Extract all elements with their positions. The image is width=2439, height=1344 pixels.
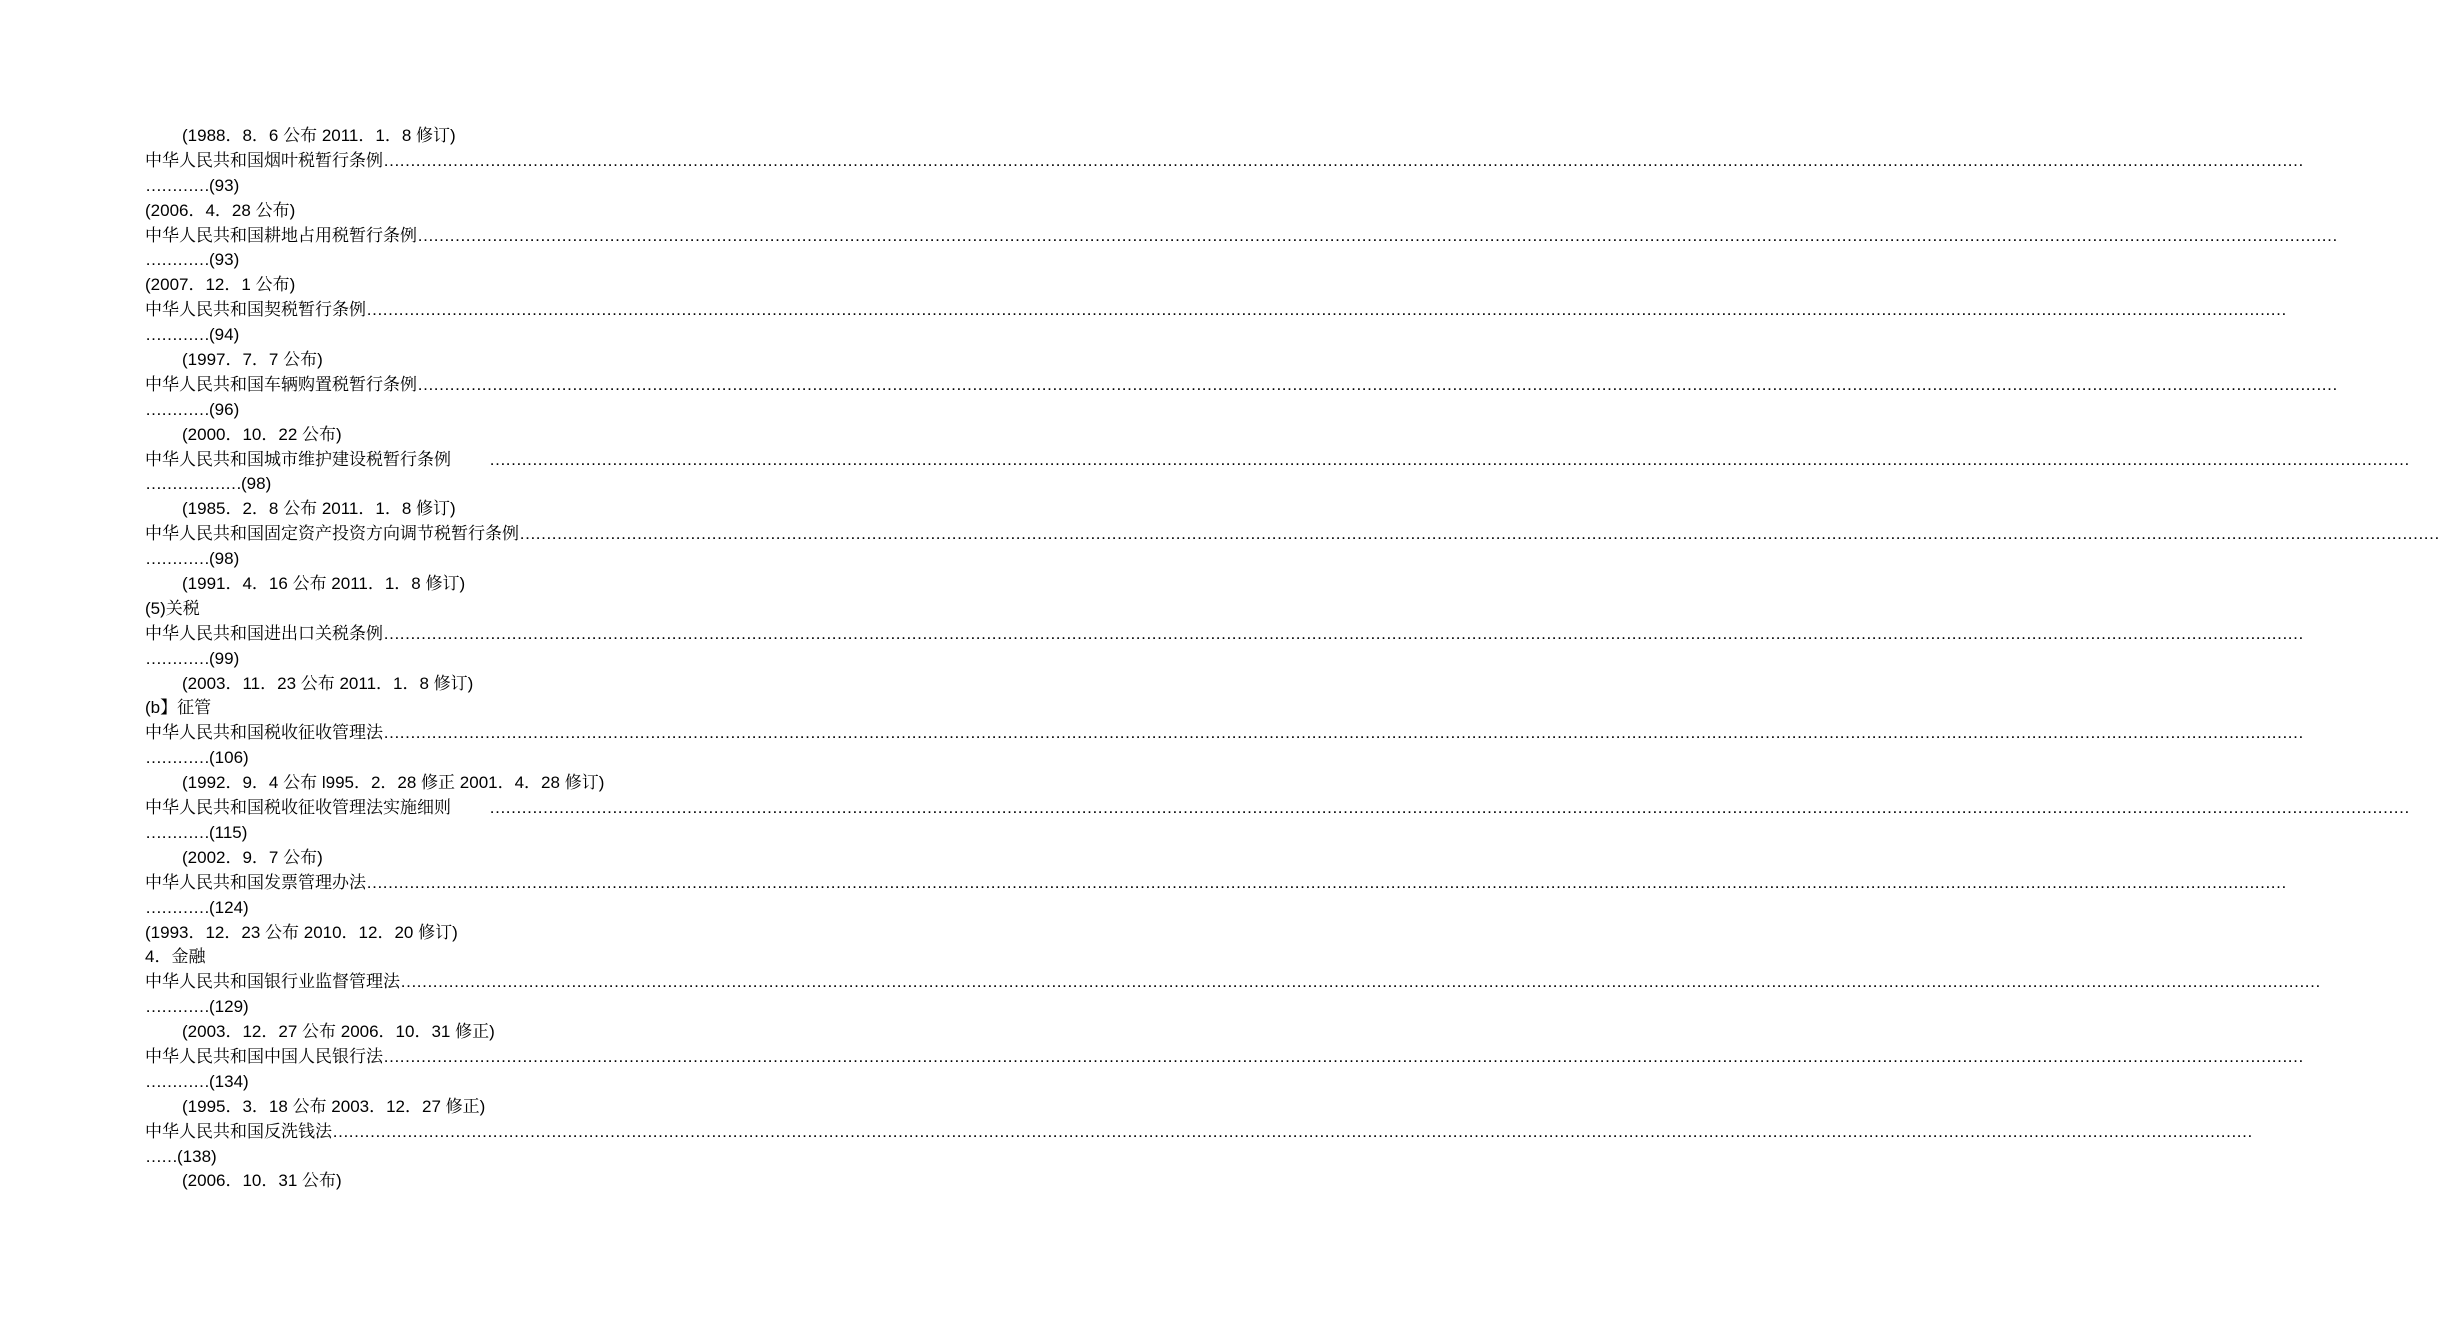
toc-entry-page bbox=[145, 174, 800, 199]
page-number: (138) bbox=[177, 1146, 217, 1166]
entry-title: 中华人民共和国税收征收管理法实施细则 bbox=[145, 798, 451, 818]
entry-title: 中华人民共和国契税暂行条例 bbox=[145, 300, 366, 320]
date-note: (2006．10．31 公布) bbox=[182, 1171, 342, 1191]
toc-entry-page bbox=[145, 1070, 800, 1095]
toc-entry-title bbox=[145, 373, 2337, 398]
date-note: (1993．12．23 公布 2010．12．20 修订) bbox=[145, 922, 458, 942]
date-note: (1988．8．6 公布 2011．1．8 修订) bbox=[182, 126, 456, 145]
entry-title: 中华人民共和国发票管理办法 bbox=[145, 872, 366, 892]
entry-title: 中华人民共和国中国人民银行法 bbox=[145, 1046, 383, 1066]
date-note: (2007．12．1 公布) bbox=[145, 275, 296, 295]
dot-leader: ……………………………………………………………………………………………………………………………………………………………………………………………………………………………………………………………………………………………………………………………… bbox=[519, 524, 2439, 544]
dot-leader: ………… bbox=[145, 822, 209, 842]
dot-leader: …… bbox=[145, 1146, 177, 1166]
toc-entry-page bbox=[145, 1145, 800, 1170]
page-number: (134) bbox=[209, 1071, 249, 1091]
toc-entry-title bbox=[145, 149, 2303, 174]
dot-leader: ………… bbox=[145, 997, 209, 1017]
page-number: (129) bbox=[209, 997, 249, 1017]
page-number: (99) bbox=[209, 648, 240, 668]
page-number: (106) bbox=[209, 748, 249, 768]
date-note: (1997．7．7 公布) bbox=[182, 350, 323, 370]
toc-entry-title bbox=[145, 622, 2303, 647]
toc-entry-title bbox=[145, 970, 2320, 995]
entry-title: 中华人民共和国进出口关税条例 bbox=[145, 623, 383, 643]
dot-leader: ………… bbox=[145, 897, 209, 917]
dot-leader: ……………………………………………………………………………………………………………………………………………………………………………………………………………………………………………………………………………………………………………………………… bbox=[383, 150, 2303, 170]
toc-entry-title bbox=[145, 1045, 2303, 1070]
dot-leader: ……………………………………………………………………………………………………………………………………………………………………………………………………………………………………………………………………………………………………………………………… bbox=[383, 1046, 2303, 1066]
dot-leader: ………… bbox=[145, 399, 209, 419]
dot-leader: ………… bbox=[145, 648, 209, 668]
toc-entry-page bbox=[145, 323, 800, 348]
dot-leader: ……………………………………………………………………………………………………………………………………………………………………………………………………………………………………………………………………………………………………………………………… bbox=[489, 449, 2409, 469]
toc-entry-title bbox=[145, 1120, 2252, 1145]
toc-entry-title bbox=[145, 522, 2439, 547]
entry-title: 中华人民共和国烟叶税暂行条例 bbox=[145, 150, 383, 170]
page-number: (115) bbox=[209, 822, 248, 842]
toc-entry-title bbox=[145, 298, 2286, 323]
toc-entry-page bbox=[145, 472, 800, 497]
date-note: (1992．9．4 公布 l995．2．28 修正 2001．4．28 修订) bbox=[182, 773, 605, 793]
toc-entry-title bbox=[145, 448, 2409, 473]
section-heading: 4．金融 bbox=[145, 947, 206, 967]
toc-entry-page bbox=[145, 398, 800, 423]
entry-title: 中华人民共和国银行业监督管理法 bbox=[145, 972, 400, 992]
dot-leader: ……………………………………………………………………………………………………………………………………………………………………………………………………………………………………………………………………………………………………………………………… bbox=[383, 723, 2303, 743]
dot-leader: ………… bbox=[145, 1071, 209, 1091]
dot-leader: ……………………………………………………………………………………………………………………………………………………………………………………………………………………………………………………………………………………………………………………………… bbox=[332, 1121, 2252, 1141]
page-number: (93) bbox=[209, 250, 240, 270]
page-number: (98) bbox=[241, 474, 272, 494]
toc-entry-page bbox=[145, 547, 800, 572]
toc-entry-page bbox=[145, 821, 800, 846]
entry-title: 中华人民共和国税收征收管理法 bbox=[145, 723, 383, 743]
toc-entry-title bbox=[145, 224, 2337, 249]
date-note: (2002．9．7 公布) bbox=[182, 847, 323, 867]
toc-entry-title bbox=[145, 721, 2303, 746]
toc-entry-title bbox=[145, 871, 2286, 896]
date-note: (2006．4．28 公布) bbox=[145, 200, 296, 220]
dot-leader: ………… bbox=[145, 748, 209, 768]
page-number: (96) bbox=[209, 399, 240, 419]
toc-entry-page bbox=[145, 995, 800, 1020]
toc-entry-page bbox=[145, 746, 800, 771]
section-heading: (b】征管 bbox=[145, 698, 212, 718]
toc-entry-page bbox=[145, 896, 800, 921]
date-note: (2000．10．22 公布) bbox=[182, 424, 342, 444]
table-of-contents bbox=[145, 124, 2439, 1194]
entry-title: 中华人民共和国车辆购置税暂行条例 bbox=[145, 374, 417, 394]
entry-title: 中华人民共和国反洗钱法 bbox=[145, 1121, 332, 1141]
toc-entry-title bbox=[145, 796, 2409, 821]
entry-title: 中华人民共和国城市维护建设税暂行条例 bbox=[145, 449, 451, 469]
section-heading: (5)关税 bbox=[145, 598, 200, 618]
dot-leader: ……………………………………………………………………………………………………………………………………………………………………………………………………………………………………………………………………………………………………………………………… bbox=[417, 225, 2337, 245]
entry-title: 中华人民共和国耕地占用税暂行条例 bbox=[145, 225, 417, 245]
dot-leader: ……………………………………………………………………………………………………………………………………………………………………………………………………………………………………………………………………………………………………………………………… bbox=[383, 623, 2303, 643]
dot-leader: ……………………………………………………………………………………………………………………………………………………………………………………………………………………………………………………………………………………………………………………………… bbox=[400, 972, 2320, 992]
page-number: (98) bbox=[209, 549, 240, 569]
toc-entry-page bbox=[145, 248, 800, 273]
dot-leader: ………… bbox=[145, 549, 209, 569]
dot-leader: ………… bbox=[145, 325, 209, 345]
dot-leader: ……………………………………………………………………………………………………………………………………………………………………………………………………………………………………………………………………………………………………………………………… bbox=[366, 300, 2286, 320]
entry-title: 中华人民共和国固定资产投资方向调节税暂行条例 bbox=[145, 524, 519, 544]
date-note: (2003．12．27 公布 2006．10．31 修正) bbox=[182, 1022, 495, 1042]
dot-leader: ……………………………………………………………………………………………………………………………………………………………………………………………………………………………………………………………………………………………………………………………… bbox=[417, 374, 2337, 394]
dot-leader: ………… bbox=[145, 175, 209, 195]
page-number: (124) bbox=[209, 897, 249, 917]
page-number: (94) bbox=[209, 325, 240, 345]
dot-leader: ……………………………………………………………………………………………………………………………………………………………………………………………………………………………………………………………………………………………………………………………… bbox=[366, 872, 2286, 892]
dot-leader: ……………………………………………………………………………………………………………………………………………………………………………………………………………………………………………………………………………………………………………………………… bbox=[489, 798, 2409, 818]
date-note: (1985．2．8 公布 2011．1．8 修订) bbox=[182, 499, 456, 519]
date-note: (2003．11．23 公布 2011．1．8 修订) bbox=[182, 673, 474, 693]
date-note: (1991．4．16 公布 2011．1．8 修订) bbox=[182, 574, 466, 594]
dot-leader: ……………… bbox=[145, 474, 241, 494]
dot-leader: ………… bbox=[145, 250, 209, 270]
date-note: (1995．3．18 公布 2003．12．27 修正) bbox=[182, 1096, 486, 1116]
toc-entry-page bbox=[145, 647, 800, 672]
page-number: (93) bbox=[209, 175, 240, 195]
